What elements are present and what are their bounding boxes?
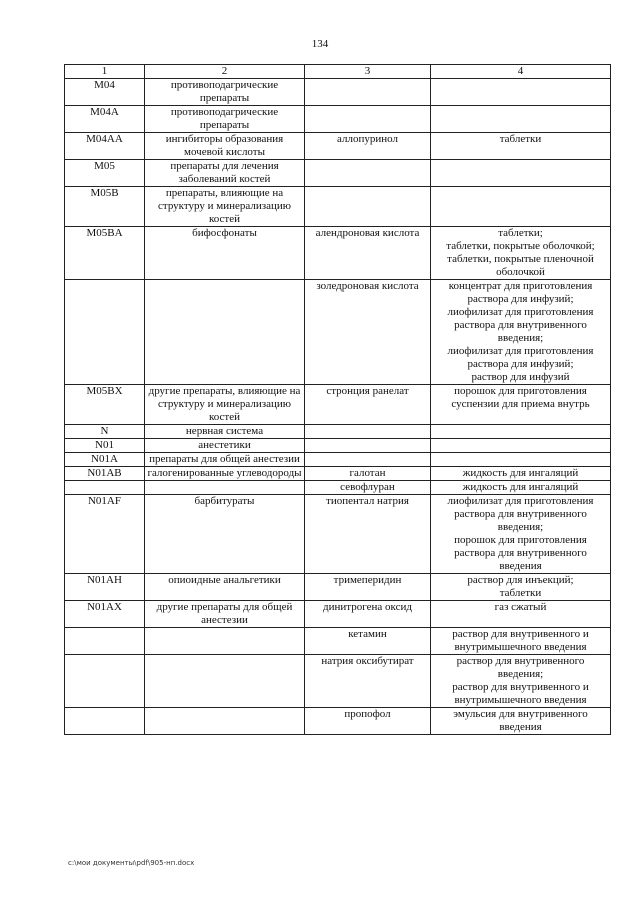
dosage-form-cell [431, 160, 611, 187]
atc-code-cell: N [65, 425, 145, 439]
footer-file-path: c:\мои документы\pdf\905-нп.docx [68, 859, 195, 867]
drug-name-cell: кетамин [305, 628, 431, 655]
pharm-group-cell: галогенированные углеводороды [145, 467, 305, 481]
atc-code-cell [65, 628, 145, 655]
table-row [65, 280, 611, 385]
atc-code-cell: N01AX [65, 601, 145, 628]
dosage-form-cell: раствор для внутривенного и внутримышечного введения [431, 628, 611, 655]
atc-code-cell: M04AA [65, 133, 145, 160]
table-row [65, 133, 611, 160]
pharm-group-cell [145, 280, 305, 385]
table-row [65, 439, 611, 453]
table-row [65, 227, 611, 280]
drug-name-cell: стронция ранелат [305, 385, 431, 425]
table-row [65, 385, 611, 425]
dosage-form-cell: концентрат для приготовления раствора для инфузий; лиофилизат для приготовления раствора для внутривенного введения; лиофилизат для приготовления раствора для инфузий; раствор для инфузий [431, 280, 611, 385]
table-body [65, 79, 611, 735]
drug-name-cell [305, 79, 431, 106]
drug-name-cell [305, 106, 431, 133]
dosage-form-cell [431, 79, 611, 106]
table-row [65, 601, 611, 628]
pharm-group-cell: анестетики [145, 439, 305, 453]
table-row [65, 628, 611, 655]
pharm-group-cell: препараты для лечения заболеваний костей [145, 160, 305, 187]
dosage-form-cell: таблетки; таблетки, покрытые оболочкой; таблетки, покрытые пленочной оболочкой [431, 227, 611, 280]
pharm-group-cell: бифосфонаты [145, 227, 305, 280]
drug-table [64, 64, 611, 735]
dosage-form-cell: таблетки [431, 133, 611, 160]
atc-code-cell: N01A [65, 453, 145, 467]
dosage-form-cell [431, 453, 611, 467]
table-row [65, 425, 611, 439]
dosage-form-cell: раствор для инъекций; таблетки [431, 574, 611, 601]
page-number: 134 [311, 38, 329, 50]
drug-name-cell [305, 187, 431, 227]
pharm-group-cell: противоподагрические препараты [145, 79, 305, 106]
table-row [65, 708, 611, 735]
atc-code-cell: M05BA [65, 227, 145, 280]
drug-name-cell: натрия оксибутират [305, 655, 431, 708]
atc-code-cell [65, 280, 145, 385]
pharm-group-cell: барбитураты [145, 495, 305, 574]
drug-name-cell [305, 439, 431, 453]
pharm-group-cell: нервная система [145, 425, 305, 439]
dosage-form-cell [431, 106, 611, 133]
drug-name-cell: динитрогена оксид [305, 601, 431, 628]
table-header-row [65, 65, 611, 79]
column-header: 4 [431, 65, 611, 79]
atc-code-cell: M05 [65, 160, 145, 187]
dosage-form-cell: раствор для внутривенного введения; раствор для внутривенного и внутримышечного введения [431, 655, 611, 708]
table-row [65, 160, 611, 187]
drug-name-cell: алендроновая кислота [305, 227, 431, 280]
dosage-form-cell: жидкость для ингаляций [431, 481, 611, 495]
pharm-group-cell: опиоидные анальгетики [145, 574, 305, 601]
table-row [65, 453, 611, 467]
dosage-form-cell: эмульсия для внутривенного введения [431, 708, 611, 735]
pharm-group-cell [145, 481, 305, 495]
pharm-group-cell: ингибиторы образования мочевой кислоты [145, 133, 305, 160]
atc-code-cell: M04A [65, 106, 145, 133]
pharm-group-cell: препараты для общей анестезии [145, 453, 305, 467]
drug-name-cell: тримеперидин [305, 574, 431, 601]
drug-name-cell: золедроновая кислота [305, 280, 431, 385]
atc-code-cell: N01 [65, 439, 145, 453]
drug-name-cell [305, 425, 431, 439]
column-header: 2 [145, 65, 305, 79]
table-row [65, 106, 611, 133]
atc-code-cell: M05B [65, 187, 145, 227]
table-row [65, 467, 611, 481]
dosage-form-cell: лиофилизат для приготовления раствора для внутривенного введения; порошок для приготовления раствора для внутривенного введения [431, 495, 611, 574]
dosage-form-cell: жидкость для ингаляций [431, 467, 611, 481]
atc-code-cell [65, 708, 145, 735]
atc-code-cell: N01AB [65, 467, 145, 481]
table-row [65, 495, 611, 574]
column-header: 1 [65, 65, 145, 79]
pharm-group-cell [145, 708, 305, 735]
atc-code-cell: M05BX [65, 385, 145, 425]
atc-code-cell: N01AF [65, 495, 145, 574]
drug-name-cell [305, 453, 431, 467]
drug-name-cell: галотан [305, 467, 431, 481]
drug-name-cell: аллопуринол [305, 133, 431, 160]
dosage-form-cell [431, 187, 611, 227]
dosage-form-cell: газ сжатый [431, 601, 611, 628]
pharm-group-cell [145, 655, 305, 708]
dosage-form-cell [431, 425, 611, 439]
table-row [65, 187, 611, 227]
pharm-group-cell: препараты, влияющие на структуру и минерализацию костей [145, 187, 305, 227]
pharm-group-cell: другие препараты для общей анестезии [145, 601, 305, 628]
table-row [65, 655, 611, 708]
atc-code-cell [65, 481, 145, 495]
pharm-group-cell: другие препараты, влияющие на структуру и минерализацию костей [145, 385, 305, 425]
drug-name-cell: севофлуран [305, 481, 431, 495]
pharm-group-cell: противоподагрические препараты [145, 106, 305, 133]
drug-name-cell [305, 160, 431, 187]
atc-code-cell [65, 655, 145, 708]
dosage-form-cell [431, 439, 611, 453]
pharm-group-cell [145, 628, 305, 655]
atc-code-cell: N01AH [65, 574, 145, 601]
drug-name-cell: пропофол [305, 708, 431, 735]
drug-name-cell: тиопентал натрия [305, 495, 431, 574]
atc-code-cell: M04 [65, 79, 145, 106]
column-header: 3 [305, 65, 431, 79]
table-row [65, 481, 611, 495]
dosage-form-cell: порошок для приготовления суспензии для приема внутрь [431, 385, 611, 425]
table-row [65, 574, 611, 601]
table-row [65, 79, 611, 106]
